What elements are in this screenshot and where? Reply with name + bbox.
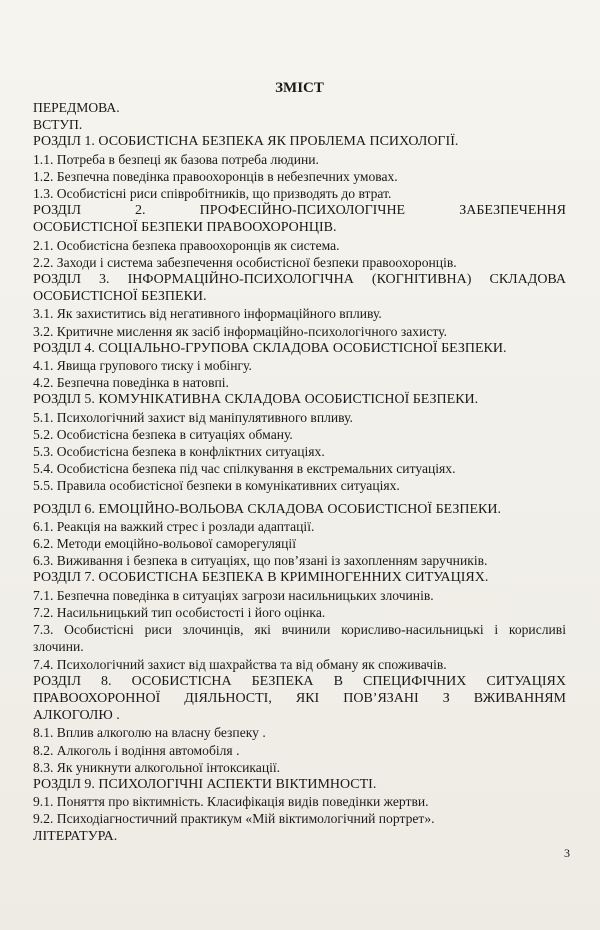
toc-entry-7-3-cont: злочини. <box>33 639 84 655</box>
toc-entry-9-1: 9.1. Поняття про віктимність. Класифікація видів поведінки жертви. <box>33 794 429 810</box>
toc-section-9: РОЗДІЛ 9. ПСИХОЛОГІЧНІ АСПЕКТИ ВІКТИМНОСТІ. <box>33 776 377 792</box>
toc-entry-7-2: 7.2. Насильницький тип особистості і його оцінка. <box>33 604 326 620</box>
toc-entry-8-3: 8.3. Як уникнути алкогольної інтоксикації. <box>33 759 281 775</box>
toc-entry-5-2: 5.2. Особистісна безпека в ситуаціях обману. <box>33 426 293 442</box>
toc-entry-preface: ПЕРЕДМОВА. <box>33 100 120 115</box>
toc-entry-2-1: 2.1. Особистісна безпека правоохоронців як система. <box>33 237 340 253</box>
toc-entry-3-2: 3.2. Критичне мислення як засіб інформаційно-психологічного захисту. <box>33 323 447 339</box>
page-number: 3 <box>564 846 570 860</box>
toc-entry-7-1: 7.1. Безпечна поведінка в ситуаціях загрози насильницьких злочинів. <box>33 587 434 603</box>
toc-section-8: РОЗДІЛ 8. ОСОБИСТІСНА БЕЗПЕКА В СПЕЦИФІЧНИХ СИТУАЦІЯХ <box>33 673 566 689</box>
toc-entry-3-1: 3.1. Як захиститись від негативного інформаційного впливу. <box>33 306 382 322</box>
toc-section-2-cont: ОСОБИСТІСНОЇ БЕЗПЕКИ ПРАВООХОРОНЦІВ. <box>33 220 337 236</box>
toc-entry-5-3: 5.3. Особистісна безпека в конфліктних ситуаціях. <box>33 444 325 460</box>
toc-entry-4-2: 4.2. Безпечна поведінка в натовпі. <box>33 375 229 391</box>
toc-section-5: РОЗДІЛ 5. КОМУНІКАТИВНА СКЛАДОВА ОСОБИСТІСНОЇ БЕЗПЕКИ. <box>33 392 479 408</box>
toc-entry-4-1: 4.1. Явища групового тиску і мобінгу. <box>33 358 252 374</box>
toc-entry-5-4: 5.4. Особистісна безпека під час спілкування в екстремальних ситуаціях. <box>33 461 456 477</box>
toc-section-8-cont: ПРАВООХОРОННОЇ ДІЯЛЬНОСТІ, ЯКІ ПОВ’ЯЗАНІ З ВЖИВАННЯМ <box>33 690 566 706</box>
toc-section-8-cont-2: АЛКОГОЛЮ . <box>33 708 120 724</box>
toc-entry-5-5: 5.5. Правила особистісної безпеки в комунікативних ситуаціях. <box>33 478 400 494</box>
toc-title: ЗМІСТ <box>275 80 324 96</box>
toc-section-6: РОЗДІЛ 6. ЕМОЦІЙНО-ВОЛЬОВА СКЛАДОВА ОСОБИСТІСНОЇ БЕЗПЕКИ. <box>33 501 501 517</box>
toc-section-1: РОЗДІЛ 1. ОСОБИСТІСНА БЕЗПЕКА ЯК ПРОБЛЕМА ПСИХОЛОГІЇ. <box>33 134 459 150</box>
toc-entry-6-2: 6.2. Методи емоційно-вольової саморегуляції <box>33 536 296 552</box>
toc-entry-1-2: 1.2. Безпечна поведінка правоохоронців в небезпечних умовах. <box>33 168 398 184</box>
toc-entry-1-1: 1.1. Потреба в безпеці як базова потреба людини. <box>33 151 319 167</box>
toc-section-7: РОЗДІЛ 7. ОСОБИСТІСНА БЕЗПЕКА В КРИМІНОГЕННИХ СИТУАЦІЯХ. <box>33 570 489 586</box>
toc-entry-8-1: 8.1. Вплив алкоголю на власну безпеку . <box>33 725 266 741</box>
toc-section-4: РОЗДІЛ 4. СОЦІАЛЬНО-ГРУПОВА СКЛАДОВА ОСОБИСТІСНОЇ БЕЗПЕКИ. <box>33 340 507 356</box>
toc-entry-literature: ЛІТЕРАТУРА. <box>33 828 118 844</box>
toc-section-3-cont: ОСОБИСТІСНОЇ БЕЗПЕКИ. <box>33 289 207 305</box>
toc-entry-7-4: 7.4. Психологічний захист від шахрайства та від обману як споживачів. <box>33 656 447 672</box>
toc-section-2: РОЗДІЛ 2. ПРОФЕСІЙНО-ПСИХОЛОГІЧНЕ ЗАБЕЗПЕЧЕННЯ <box>33 203 566 219</box>
toc-entry-6-3: 6.3. Виживання і безпека в ситуаціях, що пов’язані із захопленням заручників. <box>33 553 488 569</box>
toc-entry-7-3: 7.3. Особистісні риси злочинців, які вчинили корисливо-насильницькі і корисливі <box>33 622 566 638</box>
toc-entry-8-2: 8.2. Алкоголь і водіння автомобіля . <box>33 742 240 758</box>
toc-entry-9-2: 9.2. Психодіагностичний практикум «Мій віктимологічний портрет». <box>33 811 435 827</box>
toc-entry-1-3: 1.3. Особистісні риси співробітників, що призводять до втрат. <box>33 186 392 202</box>
toc-section-3: РОЗДІЛ 3. ІНФОРМАЦІЙНО-ПСИХОЛОГІЧНА (КОГНІТИВНА) СКЛАДОВА <box>33 272 566 288</box>
toc-entry-5-1: 5.1. Психологічний захист від маніпулятивного впливу. <box>33 409 353 425</box>
toc-entry-6-1: 6.1. Реакція на важкий стрес і розлади адаптації. <box>33 518 315 534</box>
table-of-contents <box>33 78 566 845</box>
toc-entry-introduction: ВСТУП. <box>33 117 83 133</box>
toc-entry-2-2: 2.2. Заходи і система забезпечення особистісної безпеки правоохоронців. <box>33 254 457 270</box>
